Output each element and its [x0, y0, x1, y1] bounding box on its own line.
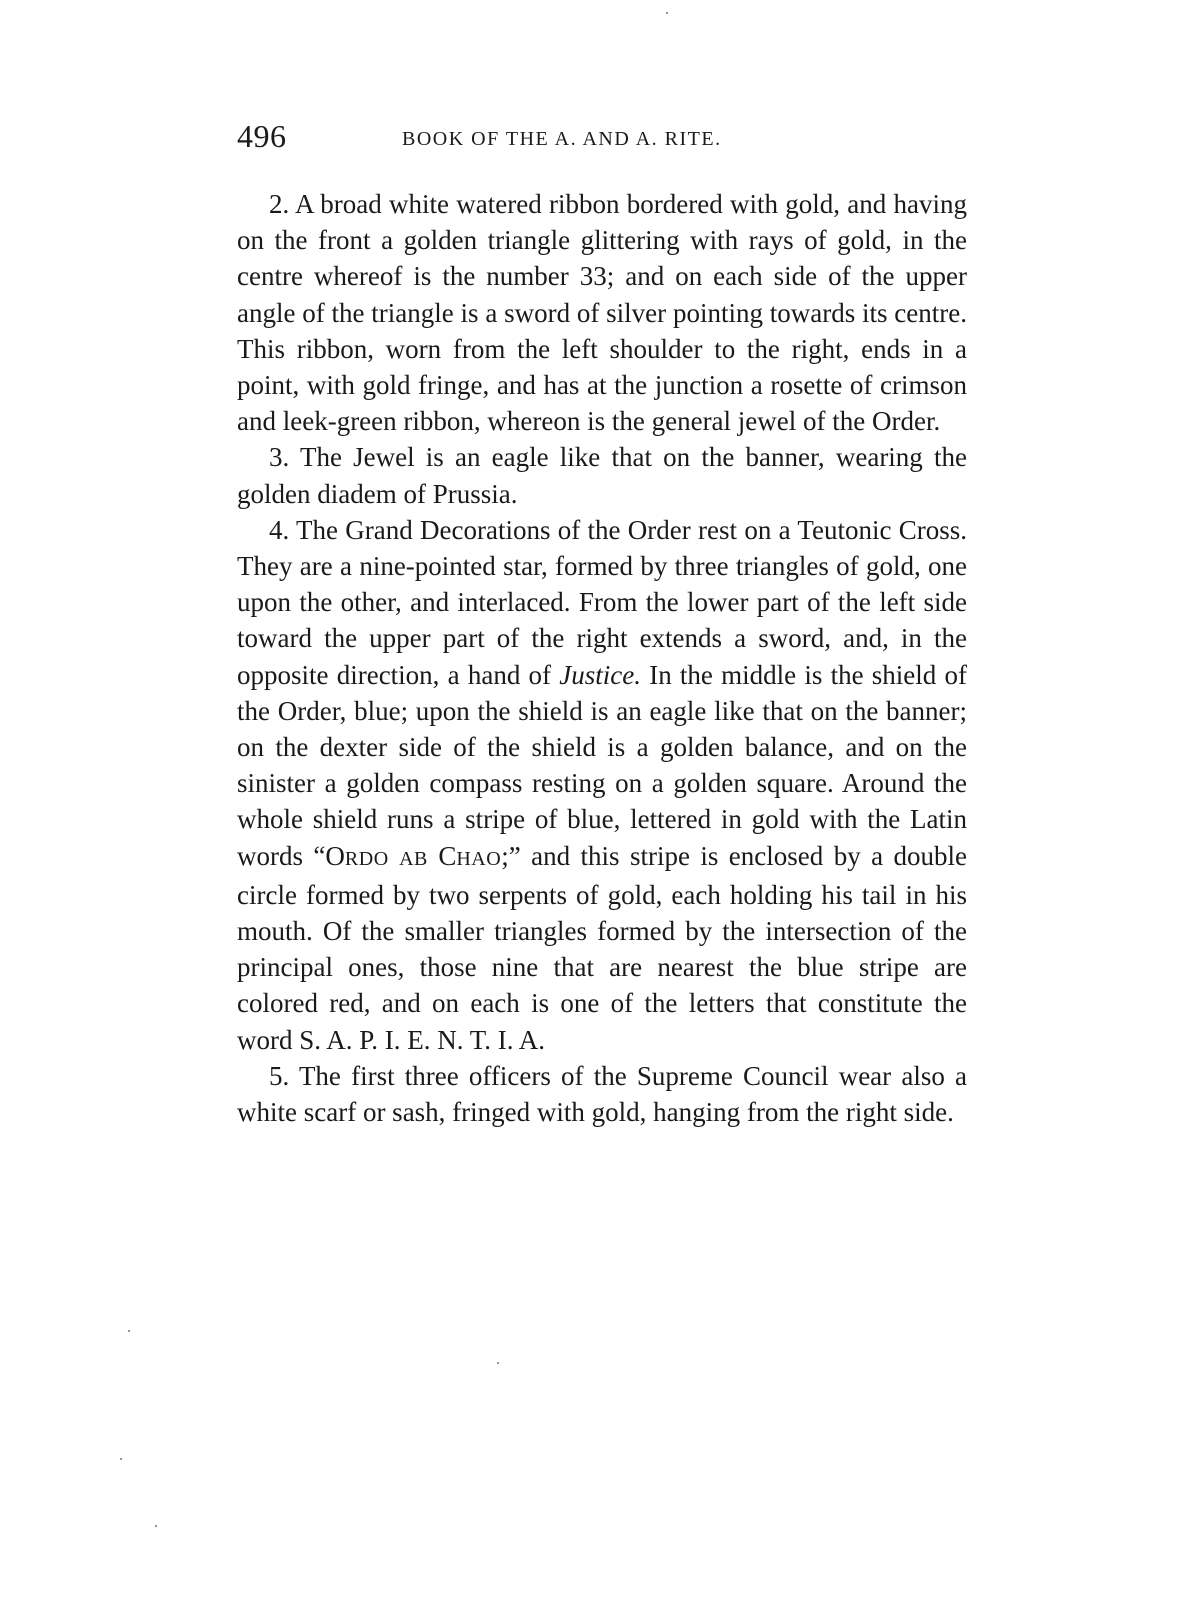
latin-motto: ORDO AB CHAO: [325, 840, 502, 871]
italic-justice: Justice.: [559, 659, 641, 690]
paragraph-4-text-c: ;” and this stripe is enclosed by a double circle formed by two serpents of gold, each holding his tail in his mouth. Of the smaller triangles formed by the intersection of the principal ones, those nine that are nearest the blue stripe are colored red, and on each is one of the letters that constitute the word S. A. P. I. E. N. T. I. A.: [237, 840, 968, 1055]
paragraph-4-text-a: 4. The Grand Decorations of the Order rest on a Teutonic Cross. They are a nine-pointed star, formed by three triangles of gold, one upon the other, and interlaced. From the lower part of the left side toward the upper part of the right extends a sword, and, in the opposite direction, a hand of: [237, 514, 967, 690]
paragraph-3: 3. The Jewel is an eagle like that on the banner, wearing the golden diadem of Prussia.: [237, 442, 967, 509]
page-header: [237, 118, 967, 168]
paragraph-4-text-b: In the middle is the shield of the Order, blue; upon the shield is an eagle like that on the banner; on the dexter side of the shield is a golden balance, and on the sinister a golden compass resting on a golden square. Around the whole shield runs a stripe of blue, lettered in gold with the Latin words “: [237, 659, 967, 871]
scan-speck: [128, 1330, 130, 1332]
paragraph-5: 5. The first three officers of the Supreme Council wear also a white scarf or sash, fringed with gold, hanging from the right side.: [237, 1060, 967, 1128]
body-text: [237, 186, 967, 1130]
scan-speck: [155, 1525, 157, 1527]
scan-speck: [666, 12, 668, 14]
scan-speck: [497, 1362, 499, 1364]
paragraph-2: 2. A broad white watered ribbon bordered with gold, and having on the front a golden triangle glittering with rays of gold, in the centre whereof is the number 33; and on each side of the upper angle of the triangle is a sword of silver pointing towards its centre. This ribbon, worn from the left shoulder to the right, ends in a point, with gold fringe, and has at the junction a rosette of crimson and leek-green ribbon, whereon is the general jewel of the Order.: [237, 189, 967, 437]
paragraph-4: [237, 512, 967, 1058]
page-number: 496: [237, 118, 287, 154]
scan-speck: [120, 1458, 122, 1460]
running-title: BOOK OF THE A. AND A. RITE.: [402, 128, 722, 150]
